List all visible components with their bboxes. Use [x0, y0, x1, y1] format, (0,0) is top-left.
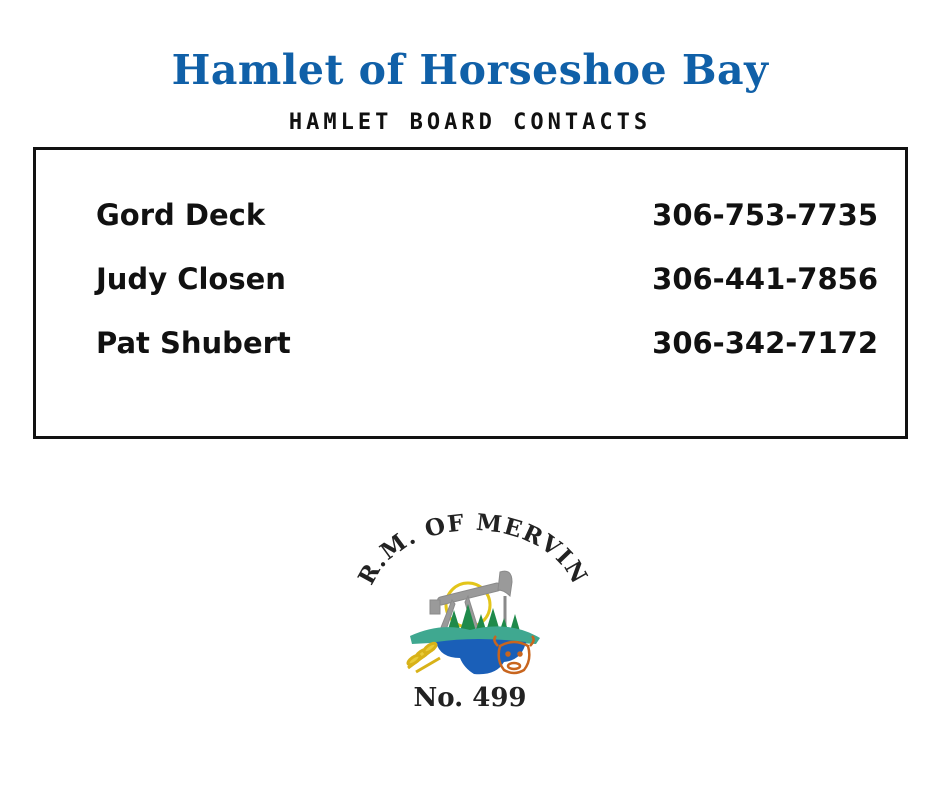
contact-name: Gord Deck	[96, 198, 266, 232]
contact-name: Pat Shubert	[96, 326, 291, 360]
contact-row	[96, 195, 878, 235]
wheat-icon	[407, 642, 440, 672]
logo-number-text: No. 499	[413, 683, 527, 713]
rm-mervin-logo	[340, 508, 600, 738]
contact-phone: 306-342-7172	[652, 326, 878, 360]
contact-phone: 306-753-7735	[652, 198, 878, 232]
page-subtitle: HAMLET BOARD CONTACTS	[288, 110, 652, 135]
contact-row	[96, 259, 878, 299]
logo-arc-text: R.M. OF MERVIN	[352, 508, 594, 590]
contact-row	[96, 323, 878, 363]
contact-phone: 306-441-7856	[652, 262, 878, 296]
contacts-box	[33, 147, 908, 439]
contact-name: Judy Closen	[96, 262, 286, 296]
page-title: Hamlet of Horseshoe Bay	[171, 46, 769, 94]
